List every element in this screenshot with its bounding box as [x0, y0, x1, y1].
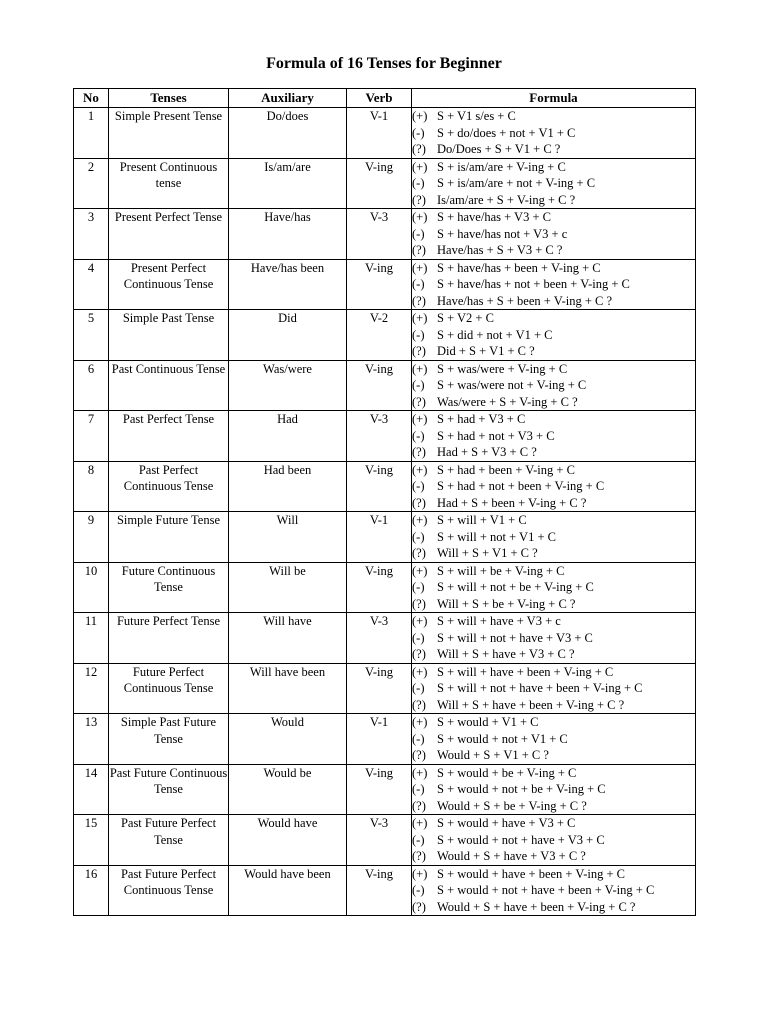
- table-row: [74, 764, 696, 815]
- formula-line: [412, 815, 695, 832]
- formula-text: S + is/am/are + not + V-ing + C: [437, 176, 596, 190]
- formula-text: Will + S + V1 + C ?: [437, 546, 538, 560]
- verb-cell: V-3: [347, 411, 412, 462]
- table-row: [74, 209, 696, 260]
- formula-line: [412, 613, 695, 630]
- formula-line: [412, 226, 695, 243]
- formula-text: S + have/has not + V3 + c: [437, 226, 568, 241]
- formula-line: [412, 714, 695, 731]
- auxiliary-cell: Was/were: [229, 360, 347, 411]
- formula-line: [412, 765, 695, 782]
- auxiliary-cell: Would: [229, 714, 347, 765]
- row-number: 1: [74, 108, 109, 159]
- formula-line: [412, 327, 695, 344]
- table-body: [74, 108, 696, 916]
- formula-text: S + would + have + been + V-ing + C: [437, 866, 626, 881]
- formula-line: [412, 596, 695, 613]
- row-number: 15: [74, 815, 109, 866]
- auxiliary-cell: Will have: [229, 613, 347, 664]
- formula-sign: (-): [412, 176, 425, 190]
- formula-line: [412, 848, 695, 865]
- formula-sign: (+): [412, 109, 428, 123]
- formula-line: [412, 192, 695, 209]
- tense-name: Past Continuous Tense: [109, 360, 229, 411]
- auxiliary-cell: Do/does: [229, 108, 347, 159]
- formula-text: Will + S + have + been + V-ing + C ?: [437, 697, 625, 712]
- row-number: 12: [74, 663, 109, 714]
- tense-name: Present Perfect Tense: [109, 209, 229, 260]
- tense-name: Past Future Continuous Tense: [109, 764, 229, 815]
- formula-sign: (-): [412, 832, 425, 847]
- tense-name: Simple Present Tense: [109, 108, 229, 159]
- formula-cell: [412, 108, 696, 159]
- formula-text: Had + S + V3 + C ?: [437, 445, 537, 459]
- formula-line: [412, 798, 695, 815]
- formula-sign: (-): [412, 630, 425, 645]
- tense-name: Simple Past Future Tense: [109, 714, 229, 765]
- formula-text: S + V2 + C: [437, 311, 494, 325]
- table-row: [74, 512, 696, 563]
- formula-sign: (-): [412, 731, 425, 746]
- formula-text: S + will + have + been + V-ing + C: [437, 664, 614, 679]
- formula-line: [412, 343, 695, 360]
- row-number: 8: [74, 461, 109, 512]
- formula-text: Had + S + been + V-ing + C ?: [437, 495, 587, 510]
- formula-sign: (+): [412, 462, 428, 477]
- tense-name: Future Continuous Tense: [109, 562, 229, 613]
- auxiliary-cell: Will: [229, 512, 347, 563]
- formula-text: S + would + not + have + V3 + C: [437, 832, 605, 847]
- verb-cell: V-1: [347, 108, 412, 159]
- formula-sign: (+): [412, 563, 428, 578]
- header-formula: Formula: [412, 89, 696, 108]
- formula-sign: (?): [412, 647, 426, 661]
- tense-name: Simple Future Tense: [109, 512, 229, 563]
- formula-line: [412, 478, 695, 495]
- formula-text: S + will + not + have + V3 + C: [437, 630, 593, 645]
- formula-sign: (?): [412, 445, 426, 459]
- formula-cell: [412, 764, 696, 815]
- formula-sign: (?): [412, 798, 426, 813]
- formula-text: S + do/does + not + V1 + C: [437, 125, 576, 140]
- formula-sign: (?): [412, 596, 426, 611]
- formula-sign: (+): [412, 816, 428, 830]
- table-row: [74, 714, 696, 765]
- formula-sign: (-): [412, 327, 425, 342]
- formula-text: S + would + V1 + C: [437, 715, 539, 729]
- formula-sign: (-): [412, 378, 425, 392]
- formula-line: [412, 731, 695, 748]
- verb-cell: V-ing: [347, 865, 412, 916]
- formula-text: S + was/were not + V-ing + C: [437, 378, 587, 392]
- formula-sign: (+): [412, 866, 428, 881]
- formula-text: S + had + not + been + V-ing + C: [437, 479, 605, 493]
- formula-line: [412, 462, 695, 479]
- formula-line: [412, 781, 695, 798]
- formula-line: [412, 141, 695, 158]
- formula-sign: (-): [412, 428, 425, 443]
- formula-sign: (+): [412, 210, 428, 224]
- formula-sign: (-): [412, 782, 425, 796]
- row-number: 13: [74, 714, 109, 765]
- verb-cell: V-2: [347, 310, 412, 361]
- formula-text: Would + S + have + V3 + C ?: [437, 849, 586, 863]
- formula-line: [412, 697, 695, 714]
- formula-text: S + have/has + not + been + V-ing + C: [437, 277, 630, 291]
- formula-sign: (?): [412, 394, 426, 409]
- table-row: [74, 108, 696, 159]
- formula-line: [412, 444, 695, 461]
- formula-cell: [412, 360, 696, 411]
- tense-name: Past Future Perfect Continuous Tense: [109, 865, 229, 916]
- formula-line: [412, 108, 695, 125]
- formula-sign: (?): [412, 344, 426, 358]
- table-row: [74, 815, 696, 866]
- formula-sign: (?): [412, 849, 426, 863]
- formula-text: Is/am/are + S + V-ing + C ?: [437, 192, 576, 207]
- formula-line: [412, 563, 695, 580]
- formula-line: [412, 512, 695, 529]
- tense-name: Present Perfect Continuous Tense: [109, 259, 229, 310]
- verb-cell: V-ing: [347, 461, 412, 512]
- formula-line: [412, 242, 695, 259]
- formula-text: S + will + be + V-ing + C: [437, 563, 565, 578]
- formula-text: S + would + not + have + been + V-ing + C: [437, 883, 655, 897]
- table-row: [74, 865, 696, 916]
- formula-text: S + was/were + V-ing + C: [437, 361, 568, 376]
- formula-line: [412, 361, 695, 378]
- formula-line: [412, 209, 695, 226]
- formula-cell: [412, 411, 696, 462]
- auxiliary-cell: Have/has been: [229, 259, 347, 310]
- formula-text: Will + S + have + V3 + C ?: [437, 647, 575, 661]
- formula-cell: [412, 865, 696, 916]
- table-row: [74, 310, 696, 361]
- formula-line: [412, 260, 695, 277]
- row-number: 7: [74, 411, 109, 462]
- formula-text: S + will + not + be + V-ing + C: [437, 580, 594, 594]
- formula-text: S + will + V1 + C: [437, 513, 527, 527]
- formula-sign: (?): [412, 899, 426, 914]
- table-header-row: [74, 89, 696, 108]
- formula-sign: (?): [412, 546, 426, 560]
- auxiliary-cell: Would have been: [229, 865, 347, 916]
- header-tenses: Tenses: [109, 89, 229, 108]
- formula-sign: (-): [412, 681, 425, 695]
- formula-sign: (?): [412, 748, 426, 762]
- header-verb: Verb: [347, 89, 412, 108]
- formula-text: Did + S + V1 + C ?: [437, 344, 535, 358]
- formula-cell: [412, 512, 696, 563]
- verb-cell: V-ing: [347, 259, 412, 310]
- formula-text: S + would + have + V3 + C: [437, 816, 576, 830]
- table-row: [74, 663, 696, 714]
- formula-line: [412, 646, 695, 663]
- formula-text: Would + S + be + V-ing + C ?: [437, 798, 587, 813]
- formula-cell: [412, 714, 696, 765]
- table-row: [74, 613, 696, 664]
- formula-text: S + have/has + V3 + C: [437, 210, 551, 224]
- formula-text: Was/were + S + V-ing + C ?: [437, 394, 578, 409]
- auxiliary-cell: Will have been: [229, 663, 347, 714]
- row-number: 11: [74, 613, 109, 664]
- formula-text: S + did + not + V1 + C: [437, 327, 553, 342]
- formula-sign: (+): [412, 260, 428, 275]
- formula-text: Have/has + S + V3 + C ?: [437, 243, 563, 257]
- formula-sign: (-): [412, 580, 425, 594]
- row-number: 6: [74, 360, 109, 411]
- auxiliary-cell: Did: [229, 310, 347, 361]
- formula-cell: [412, 209, 696, 260]
- auxiliary-cell: Had been: [229, 461, 347, 512]
- row-number: 3: [74, 209, 109, 260]
- auxiliary-cell: Will be: [229, 562, 347, 613]
- formula-text: S + would + not + be + V-ing + C: [437, 782, 606, 796]
- formula-sign: (-): [412, 125, 425, 140]
- table-row: [74, 158, 696, 209]
- formula-line: [412, 411, 695, 428]
- formula-text: S + is/am/are + V-ing + C: [437, 159, 566, 174]
- formula-sign: (+): [412, 361, 428, 376]
- formula-line: [412, 293, 695, 310]
- verb-cell: V-ing: [347, 663, 412, 714]
- formula-line: [412, 175, 695, 192]
- formula-sign: (-): [412, 883, 425, 897]
- formula-line: [412, 832, 695, 849]
- header-auxiliary: Auxiliary: [229, 89, 347, 108]
- table-row: [74, 562, 696, 613]
- formula-line: [412, 394, 695, 411]
- tense-name: Future Perfect Continuous Tense: [109, 663, 229, 714]
- formula-cell: [412, 613, 696, 664]
- formula-line: [412, 310, 695, 327]
- formula-line: [412, 630, 695, 647]
- verb-cell: V-1: [347, 714, 412, 765]
- row-number: 2: [74, 158, 109, 209]
- formula-line: [412, 680, 695, 697]
- formula-text: S + had + not + V3 + C: [437, 428, 555, 443]
- formula-sign: (?): [412, 142, 426, 156]
- auxiliary-cell: Is/am/are: [229, 158, 347, 209]
- formula-sign: (+): [412, 614, 428, 628]
- verb-cell: V-ing: [347, 158, 412, 209]
- formula-sign: (?): [412, 293, 426, 308]
- formula-sign: (+): [412, 765, 428, 780]
- formula-line: [412, 899, 695, 916]
- formula-cell: [412, 310, 696, 361]
- verb-cell: V-3: [347, 815, 412, 866]
- formula-text: Would + S + V1 + C ?: [437, 748, 549, 762]
- formula-text: S + have/has + been + V-ing + C: [437, 260, 601, 275]
- formula-text: S + had + been + V-ing + C: [437, 462, 575, 477]
- verb-cell: V-3: [347, 209, 412, 260]
- formula-sign: (-): [412, 226, 425, 241]
- tense-name: Past Perfect Tense: [109, 411, 229, 462]
- table-row: [74, 461, 696, 512]
- formula-line: [412, 529, 695, 546]
- row-number: 14: [74, 764, 109, 815]
- formula-text: S + had + V3 + C: [437, 412, 526, 426]
- formula-cell: [412, 562, 696, 613]
- verb-cell: V-ing: [347, 764, 412, 815]
- tense-name: Future Perfect Tense: [109, 613, 229, 664]
- auxiliary-cell: Would have: [229, 815, 347, 866]
- formula-line: [412, 125, 695, 142]
- tense-name: Simple Past Tense: [109, 310, 229, 361]
- row-number: 10: [74, 562, 109, 613]
- formula-sign: (+): [412, 513, 428, 527]
- formula-line: [412, 377, 695, 394]
- formula-sign: (-): [412, 277, 425, 291]
- formula-text: S + will + not + V1 + C: [437, 529, 556, 544]
- formula-text: S + V1 s/es + C: [437, 109, 516, 123]
- formula-sign: (+): [412, 159, 428, 174]
- formula-cell: [412, 259, 696, 310]
- auxiliary-cell: Had: [229, 411, 347, 462]
- row-number: 5: [74, 310, 109, 361]
- formula-sign: (+): [412, 664, 428, 679]
- auxiliary-cell: Would be: [229, 764, 347, 815]
- formula-text: S + will + not + have + been + V-ing + C: [437, 681, 643, 695]
- table-row: [74, 360, 696, 411]
- verb-cell: V-1: [347, 512, 412, 563]
- table-row: [74, 259, 696, 310]
- page-title: Formula of 16 Tenses for Beginner: [266, 55, 502, 72]
- formula-sign: (?): [412, 192, 426, 207]
- formula-line: [412, 428, 695, 445]
- header-no: No: [74, 89, 109, 108]
- formula-text: S + would + be + V-ing + C: [437, 765, 577, 780]
- row-number: 16: [74, 865, 109, 916]
- auxiliary-cell: Have/has: [229, 209, 347, 260]
- tense-name: Past Perfect Continuous Tense: [109, 461, 229, 512]
- formula-text: S + would + not + V1 + C: [437, 731, 568, 746]
- formula-sign: (+): [412, 311, 428, 325]
- formula-sign: (?): [412, 243, 426, 257]
- verb-cell: V-3: [347, 613, 412, 664]
- formula-text: Do/Does + S + V1 + C ?: [437, 142, 561, 156]
- formula-text: S + will + have + V3 + c: [437, 614, 561, 628]
- formula-line: [412, 866, 695, 883]
- verb-cell: V-ing: [347, 360, 412, 411]
- formula-text: Have/has + S + been + V-ing + C ?: [437, 293, 613, 308]
- formula-cell: [412, 158, 696, 209]
- formula-line: [412, 159, 695, 176]
- row-number: 4: [74, 259, 109, 310]
- formula-line: [412, 664, 695, 681]
- formula-line: [412, 747, 695, 764]
- formula-line: [412, 579, 695, 596]
- formula-cell: [412, 815, 696, 866]
- formula-cell: [412, 663, 696, 714]
- verb-cell: V-ing: [347, 562, 412, 613]
- formula-sign: (?): [412, 495, 426, 510]
- tense-name: Present Continuous tense: [109, 158, 229, 209]
- formula-cell: [412, 461, 696, 512]
- formula-line: [412, 276, 695, 293]
- formula-line: [412, 545, 695, 562]
- formula-sign: (-): [412, 479, 425, 493]
- formula-sign: (?): [412, 697, 426, 712]
- formula-line: [412, 882, 695, 899]
- formula-text: Would + S + have + been + V-ing + C ?: [437, 899, 636, 914]
- tenses-table: [73, 88, 696, 916]
- formula-sign: (+): [412, 715, 428, 729]
- tense-name: Past Future Perfect Tense: [109, 815, 229, 866]
- formula-text: Will + S + be + V-ing + C ?: [437, 596, 576, 611]
- row-number: 9: [74, 512, 109, 563]
- formula-sign: (+): [412, 412, 428, 426]
- formula-line: [412, 495, 695, 512]
- formula-sign: (-): [412, 529, 425, 544]
- table-row: [74, 411, 696, 462]
